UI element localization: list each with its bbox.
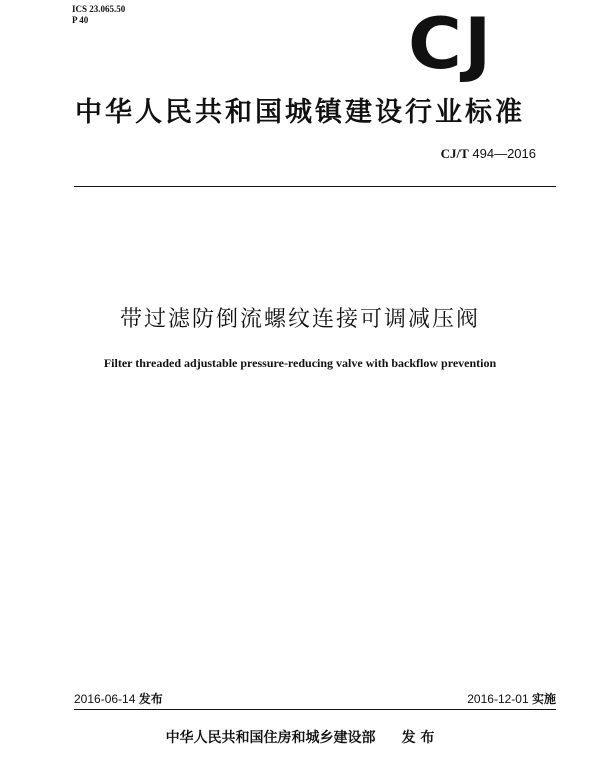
issuer-line — [0, 727, 600, 747]
document-title: 带过滤防倒流螺纹连接可调减压阀 — [119, 307, 480, 332]
ics-code: ICS 23.065.50 — [72, 4, 126, 14]
standard-code-prefix: CJ/T — [440, 146, 469, 161]
document-english-title: Filter threaded adjustable pressure-reducing valve with backflow prevention — [103, 356, 497, 370]
issue-date-block — [74, 690, 163, 707]
standard-category-title: 中华人民共和国城镇建设行业标准 — [75, 97, 525, 128]
cj-logo: CJ — [408, 3, 494, 85]
implementation-date-block — [467, 690, 556, 707]
standard-code — [441, 146, 536, 162]
class-code: P 40 — [72, 15, 89, 25]
top-divider — [74, 186, 556, 187]
issuer-name: 中华人民共和国住房和城乡建设部 — [165, 730, 376, 746]
issuer-action: 发 布 — [401, 730, 435, 746]
implementation-date: 2016-12-01 — [467, 692, 529, 706]
dates-row — [74, 690, 556, 706]
standard-code-number: 494—2016 — [472, 146, 536, 161]
implementation-label: 实施 — [531, 692, 556, 706]
issue-date: 2016-06-14 — [74, 692, 136, 706]
issue-label: 发布 — [138, 692, 163, 706]
classification-codes — [72, 4, 125, 26]
bottom-divider — [74, 709, 556, 710]
